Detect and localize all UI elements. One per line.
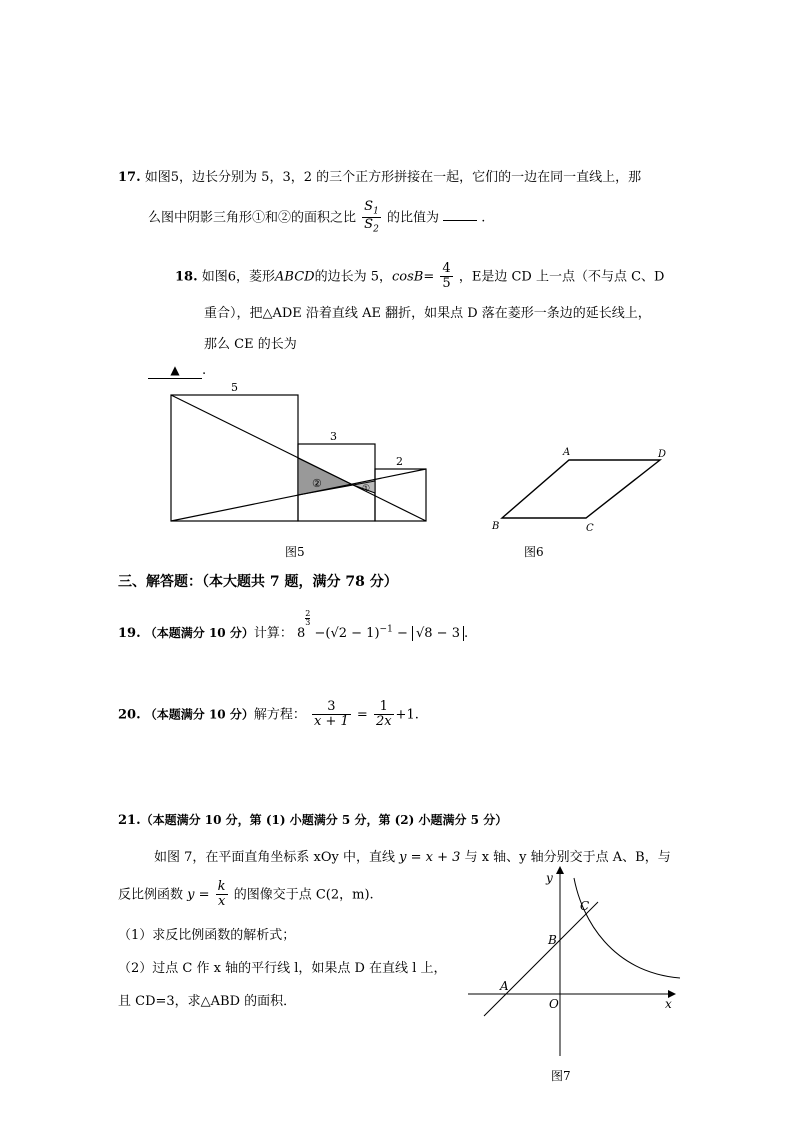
q21-header: 21.（本题满分 10 分，第 (1) 小题满分 5 分，第 (2) 小题满分 5 分） xyxy=(118,813,508,828)
q17-line1 xyxy=(118,166,641,185)
figure-5 xyxy=(165,380,435,530)
q18-fraction: $\frac{4}{5}$ xyxy=(442,261,451,292)
q17-number: 17. xyxy=(118,170,141,185)
rhombus-abcd xyxy=(502,460,660,518)
line-y-eq-x-plus-3 xyxy=(484,902,598,1016)
side-label-3: 3 xyxy=(330,430,337,443)
q17-text-line1: 如图5，边长分别为 5，3，2 的三个正方形拼接在一起，它们的一边在同一直线上，那 xyxy=(144,170,642,185)
q19-expression: 8 $\frac{2}{3}$ $-(√2 - 1)^{-1} - √8 - 3$ . xyxy=(296,609,469,641)
region-label-2: ② xyxy=(312,477,322,490)
fig5-caption: 图5 xyxy=(285,545,305,559)
axis-label-x: x xyxy=(665,997,672,1011)
point-label-c: C xyxy=(580,899,590,913)
q21-part1: （1）求反比例函数的解析式； xyxy=(118,928,296,943)
q18-number: 18. xyxy=(175,269,198,285)
vertex-label-b: B xyxy=(492,521,500,532)
q18-line1: 18. 如图6，菱形ABCD的边长为 5，cosB= $\frac{4}{5}$ ，E是边 CD 上一点（不与点 C、D xyxy=(175,261,665,292)
q18-answer-blank[interactable] xyxy=(148,363,202,379)
q17-text-line2-post: 的比值为 xyxy=(386,210,439,226)
q19-tag: （本题满分 10 分） xyxy=(144,626,254,640)
q20-number: 20. xyxy=(118,707,141,723)
side-label-2: 2 xyxy=(396,455,403,468)
q20-right-fraction: $\frac{1}{2x}$ xyxy=(375,699,392,730)
q21-fraction: $\frac{k}{x}$ xyxy=(217,879,226,910)
region-label-1: ① xyxy=(362,484,371,494)
point-label-b: B xyxy=(548,933,557,947)
vertex-label-a: A xyxy=(563,447,571,458)
hyperbola-curve xyxy=(574,878,680,978)
figure-6 xyxy=(488,445,678,537)
q21-line1: 如图 7，在平面直角坐标系 xOy 中，直线 y = x + 3 与 x 轴、y 轴分别交于点 A、B，与 xyxy=(154,850,671,865)
axis-label-y: y xyxy=(546,871,553,885)
vertex-label-d: D xyxy=(658,449,667,460)
vertex-label-c: C xyxy=(586,523,594,534)
section-title: 三、解答题：（本大题共 7 题，满分 78 分） xyxy=(118,574,398,590)
q21-part2-line2: 且 CD=3，求△ABD 的面积． xyxy=(118,994,297,1009)
q19-number: 19. xyxy=(118,626,141,641)
q20-left-fraction: $\frac{3}{x + 1}$ xyxy=(313,699,349,730)
q17-answer-blank[interactable] xyxy=(443,208,477,221)
origin-label: O xyxy=(549,997,559,1011)
figure-7 xyxy=(462,860,684,1060)
q18-line2: 重合），把△ADE 沿着直线 AE 翻折，如果点 D 落在菱形一条边的延长线上， xyxy=(204,306,651,321)
q20: 20. （本题满分 10 分）解方程： $\frac{3}{x + 1}$ = $\frac{1}{2x}$ +1. xyxy=(118,699,419,730)
q18-line3: 那么 CE 的长为 xyxy=(204,337,297,352)
q20-tag: （本题满分 10 分） xyxy=(144,707,254,722)
q17-line2: 么图中阴影三角形①和②的面积之比 $\frac{S_1}{S_2}$ 的比值为 . xyxy=(148,199,486,236)
q21-part2-line1: （2）过点 C 作 x 轴的平行线 l，如果点 D 在直线 l 上， xyxy=(118,961,447,976)
triangle-mark-icon: ▲ xyxy=(170,363,180,377)
q21-line2: 反比例函数 y = $\frac{k}{x}$ 的图像交于点 C(2，m). xyxy=(118,879,374,910)
square-5 xyxy=(171,395,298,521)
fig7-caption: 图7 xyxy=(551,1069,571,1083)
q21-number: 21. xyxy=(118,813,141,828)
q17-fraction: $\frac{S_1}{S_2}$ xyxy=(364,199,379,236)
square-2 xyxy=(375,469,426,521)
q17-text-line2-pre: 么图中阴影三角形①和②的面积之比 xyxy=(148,210,357,226)
point-label-a: A xyxy=(500,979,509,993)
q18-answer[interactable]: ▲ . xyxy=(148,363,206,379)
side-label-5: 5 xyxy=(231,381,238,394)
q19: 19. （本题满分 10 分）计算： 8 $\frac{2}{3}$ $-(√2 - 1)^{-1} - √8 - 3$ . xyxy=(118,609,469,641)
fig6-caption: 图6 xyxy=(524,545,544,559)
